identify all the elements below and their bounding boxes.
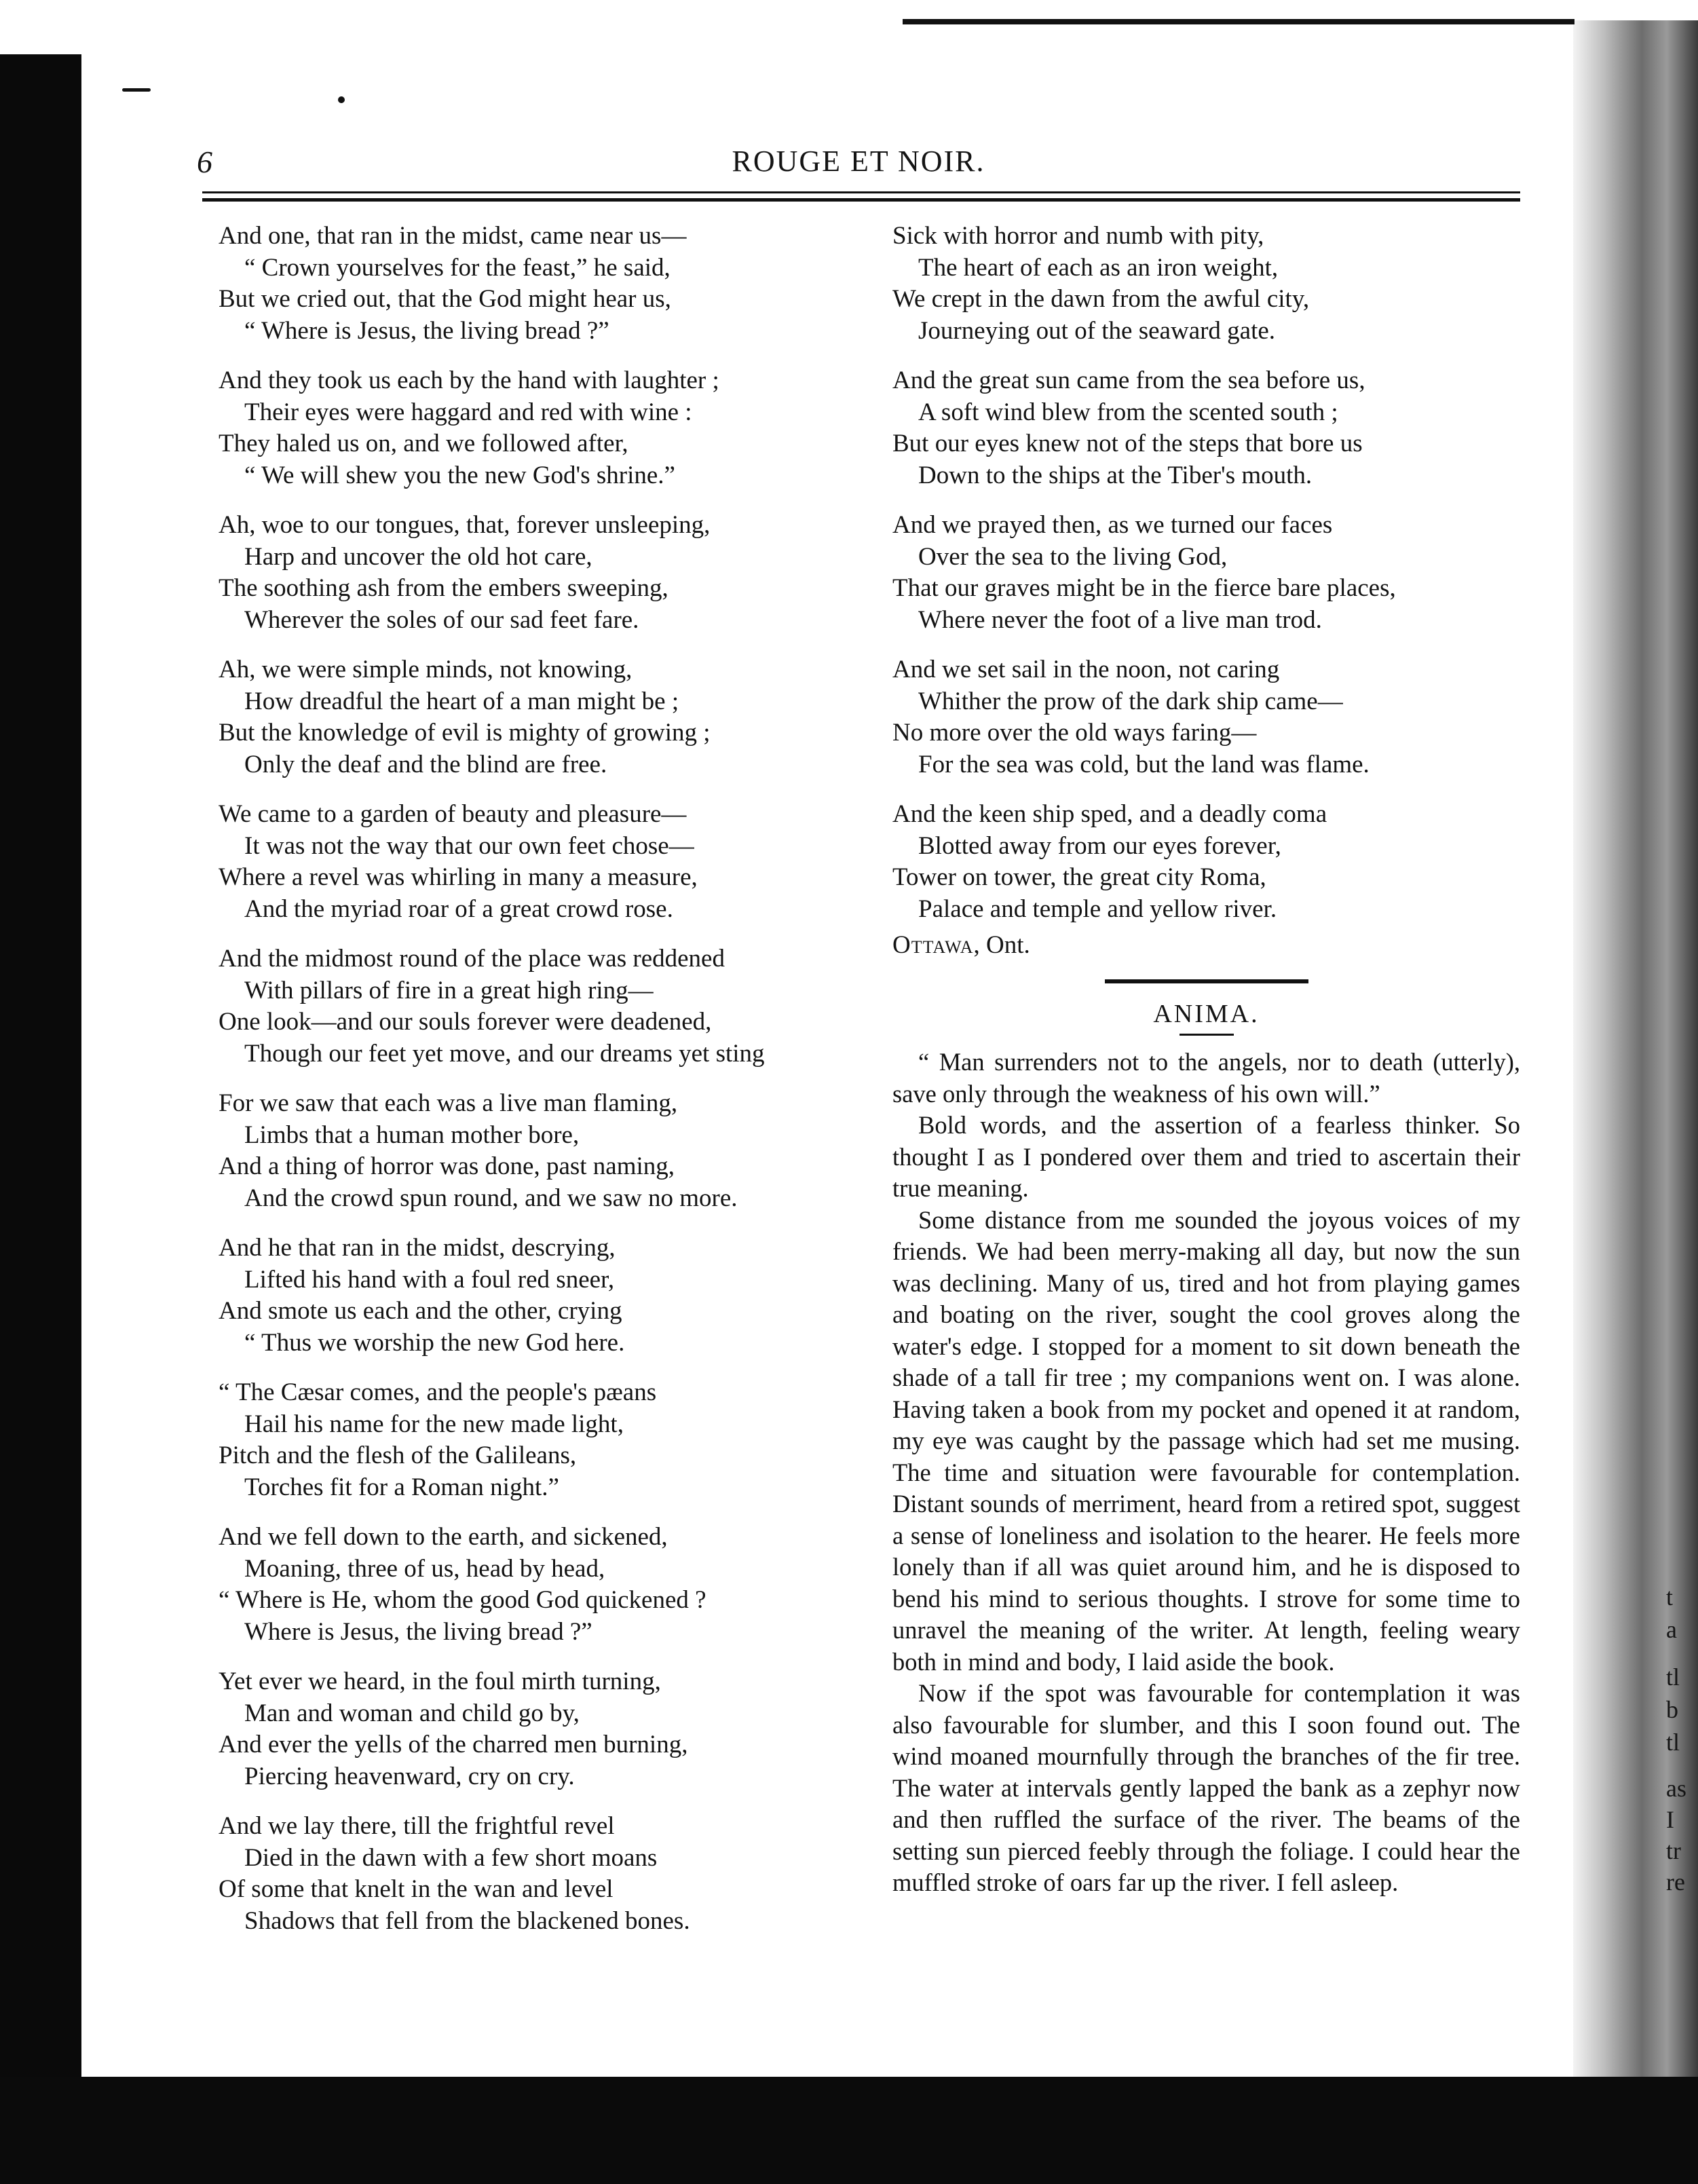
poem-stanza	[219, 1666, 850, 1792]
poem-line: For we saw that each was a live man flaming,	[219, 1089, 678, 1117]
poem-line: “ Crown yourselves for the feast,” he said,	[244, 253, 671, 282]
poem-stanza	[219, 1232, 850, 1359]
poem-line: But the knowledge of evil is mighty of growing ;	[219, 719, 711, 747]
margin-fragment: a	[1666, 1616, 1677, 1643]
poem-line: And they took us each by the hand with laughter ;	[219, 366, 719, 394]
margin-fragment: re	[1666, 1868, 1685, 1896]
poem-line: It was not the way that our own feet chose—	[244, 831, 694, 860]
poem-right-stanzas	[892, 221, 1520, 925]
margin-fragment: tl	[1666, 1729, 1680, 1756]
poem-line: Torches fit for a Roman night.”	[244, 1473, 559, 1501]
scan-top-line	[903, 19, 1574, 24]
poem-line: Died in the dawn with a few short moans	[244, 1843, 658, 1872]
poem-line: Hail his name for the new made light,	[244, 1410, 624, 1438]
article-paragraph: Some distance from me sounded the joyous voices of my friends. We had been merry-making all day, but now the sun was declining. Many of us, tired and hot from playing games and boating on the river, sought the cool groves along the water's edge. I stopped for a moment to sit down beneath the shade of a tall fir tree ; my companions went on. I was alone. Having taken a book from my pocket and opened it at random, my eye was caught by the passage which had set me musing. The time and situation were favourable for contemplation. Distant sounds of merriment, heard from a retired spot, suggest a sense of loneliness and isolation to the hearer. He feels more lonely than if all was quiet around him, and he is disposed to bend his mind to serious thoughts. I strove for some time to unravel the meaning of the writer. At length, feeling weary both in mind and body, I laid aside the book.	[892, 1205, 1520, 1676]
poem-line: And we fell down to the earth, and sickened,	[219, 1523, 668, 1551]
scan-left-edge	[0, 48, 81, 2090]
poem-line: Where is Jesus, the living bread ?”	[244, 1617, 592, 1646]
poem-stanza	[892, 510, 1520, 636]
poem-line: And smote us each and the other, crying	[219, 1297, 622, 1325]
article-epigraph: “ Man surrenders not to the angels, nor to death (utterly), save only through the weakness of his own will.”	[892, 1048, 1520, 1108]
poem-line: Journeying out of the seaward gate.	[918, 316, 1276, 345]
poem-line: Ah, we were simple minds, not knowing,	[219, 656, 633, 683]
section-divider	[1105, 979, 1308, 983]
poem-stanza	[219, 365, 850, 491]
poem-line: Yet ever we heard, in the foul mirth turning,	[219, 1668, 661, 1695]
poem-line: Ah, woe to our tongues, that, forever unsleeping,	[219, 511, 711, 539]
poem-line: Pitch and the flesh of the Galileans,	[219, 1442, 577, 1469]
title-underline	[1180, 1034, 1234, 1036]
page-header	[197, 144, 1520, 185]
poem-line: Where a revel was whirling in many a measure,	[219, 863, 698, 891]
poem-line: No more over the old ways faring—	[892, 719, 1257, 747]
poem-line: But we cried out, that the God might hear us,	[219, 285, 671, 313]
poem-stanza	[219, 1811, 850, 1937]
poem-line: And the myriad roar of a great crowd rose.	[244, 895, 673, 923]
poem-stanza	[219, 1088, 850, 1214]
poem-stanza	[892, 365, 1520, 491]
poem-line: One look—and our souls forever were deadened,	[219, 1008, 712, 1036]
poem-line: Limbs that a human mother bore,	[244, 1121, 580, 1149]
poem-stanza	[892, 799, 1520, 925]
poem-line: Their eyes were haggard and red with wine :	[244, 398, 692, 426]
poem-signature	[892, 930, 1520, 962]
poem-line: And we set sail in the noon, not caring	[892, 656, 1280, 683]
poem-line: Piercing heavenward, cry on cry.	[244, 1762, 575, 1790]
poem-line: Tower on tower, the great city Roma,	[892, 863, 1266, 891]
poem-line: “ Where is Jesus, the living bread ?”	[244, 316, 609, 345]
poem-line: A soft wind blew from the scented south ;	[918, 398, 1338, 426]
scan-bottom-edge	[0, 2077, 1698, 2184]
poem-line: Only the deaf and the blind are free.	[244, 750, 607, 778]
poem-line: The soothing ash from the embers sweeping,	[219, 574, 668, 602]
poem-line: And the crowd spun round, and we saw no more.	[244, 1184, 738, 1212]
poem-line: Whither the prow of the dark ship came—	[918, 687, 1343, 715]
poem-line: Down to the ships at the Tiber's mouth.	[918, 461, 1313, 489]
poem-line: Harp and uncover the old hot care,	[244, 542, 592, 571]
poem-line: “ Where is He, whom the good God quickened ?	[219, 1586, 706, 1614]
poem-line: They haled us on, and we followed after,	[219, 430, 628, 457]
margin-fragment: tl	[1666, 1663, 1680, 1691]
poem-line: That our graves might be in the fierce bare places,	[892, 574, 1396, 602]
poem-line: And a thing of horror was done, past naming,	[219, 1152, 675, 1180]
margin-fragment: t	[1666, 1583, 1674, 1611]
scan-left-gap	[0, 0, 88, 54]
poem-line: We came to a garden of beauty and pleasure—	[219, 800, 687, 828]
header-rule-thin	[202, 191, 1520, 193]
poem-line: And ever the yells of the charred men burning,	[219, 1731, 688, 1758]
margin-fragment: b	[1666, 1696, 1678, 1723]
margin-fragment: as	[1666, 1775, 1686, 1802]
poem-line: But our eyes knew not of the steps that bore us	[892, 430, 1363, 457]
poem-line: The heart of each as an iron weight,	[918, 253, 1279, 282]
poem-stanza	[892, 221, 1520, 347]
right-column	[892, 221, 1520, 1899]
poem-stanza	[219, 1377, 850, 1503]
poem-line: And the great sun came from the sea before us,	[892, 366, 1365, 394]
poem-stanza	[892, 654, 1520, 780]
poem-line: And one, that ran in the midst, came near us—	[219, 222, 687, 250]
poem-line: “ The Cæsar comes, and the people's pæans	[219, 1378, 657, 1406]
header-rule-thick	[202, 198, 1520, 202]
poem-stanza	[219, 1522, 850, 1648]
poem-line: Blotted away from our eyes forever,	[918, 831, 1281, 860]
running-title: ROUGE ET NOIR.	[732, 145, 985, 178]
article-body	[892, 1047, 1520, 1899]
scan-speck	[122, 88, 151, 92]
poem-line: Shadows that fell from the blackened bones.	[244, 1906, 690, 1935]
poem-line: With pillars of fire in a great high ring—	[244, 976, 654, 1004]
poem-stanza	[219, 510, 850, 636]
article-paragraph: Bold words, and the assertion of a fearless thinker. So thought I as I pondered over them and tried to ascertain their true meaning.	[892, 1111, 1520, 1202]
poem-stanza	[219, 221, 850, 347]
poem-line: And the keen ship sped, and a deadly coma	[892, 800, 1327, 828]
scan-speck	[338, 96, 345, 103]
poem-line: How dreadful the heart of a man might be ;	[244, 687, 679, 715]
poem-line: Palace and temple and yellow river.	[918, 895, 1277, 923]
poem-line: Man and woman and child go by,	[244, 1699, 580, 1727]
poem-line: Where never the foot of a live man trod.	[918, 605, 1322, 634]
poem-line: Lifted his hand with a foul red sneer,	[244, 1265, 615, 1294]
poem-line: And the midmost round of the place was reddened	[219, 945, 725, 973]
poem-stanza	[219, 943, 850, 1070]
poem-line: Of some that knelt in the wan and level	[219, 1875, 614, 1903]
poem-line: Wherever the soles of our sad feet fare.	[244, 605, 639, 634]
poem-line: And we prayed then, as we turned our faces	[892, 511, 1333, 539]
margin-fragment: tr	[1666, 1837, 1681, 1864]
signature-rest: , Ont.	[973, 931, 1030, 959]
margin-fragment: I	[1666, 1806, 1674, 1833]
poem-line: We crept in the dawn from the awful city,	[892, 285, 1310, 313]
poem-line: And we lay there, till the frightful revel	[219, 1812, 615, 1840]
article-paragraph: Now if the spot was favourable for contemplation it was also favourable for slumber, and this I soon found out. The wind moaned mournfully through the branches of the fir tree. The water at intervals gently lapped the bank as a zephyr now and then ruffled the surface of the river. The beams of the setting sun pierced feebly through the foliage. I could hear the muffled stroke of oars far up the river. I fell asleep.	[892, 1679, 1520, 1896]
poem-line: “ We will shew you the new God's shrine.”	[244, 461, 675, 489]
poem-line: Moaning, three of us, head by head,	[244, 1554, 605, 1583]
poem-line: “ Thus we worship the new God here.	[244, 1328, 625, 1357]
poem-left-column	[219, 221, 850, 1955]
signature-place: Ottawa	[892, 931, 974, 959]
poem-line: Over the sea to the living God,	[918, 542, 1228, 571]
poem-line: For the sea was cold, but the land was flame.	[918, 750, 1370, 778]
article-title: ANIMA.	[1153, 999, 1260, 1028]
page-number: 6	[197, 145, 212, 179]
poem-line: And he that ran in the midst, descrying,	[219, 1234, 616, 1262]
poem-line: Though our feet yet move, and our dreams yet sting	[244, 1039, 765, 1068]
poem-stanza	[219, 799, 850, 925]
poem-line: Sick with horror and numb with pity,	[892, 222, 1264, 250]
poem-stanza	[219, 654, 850, 780]
